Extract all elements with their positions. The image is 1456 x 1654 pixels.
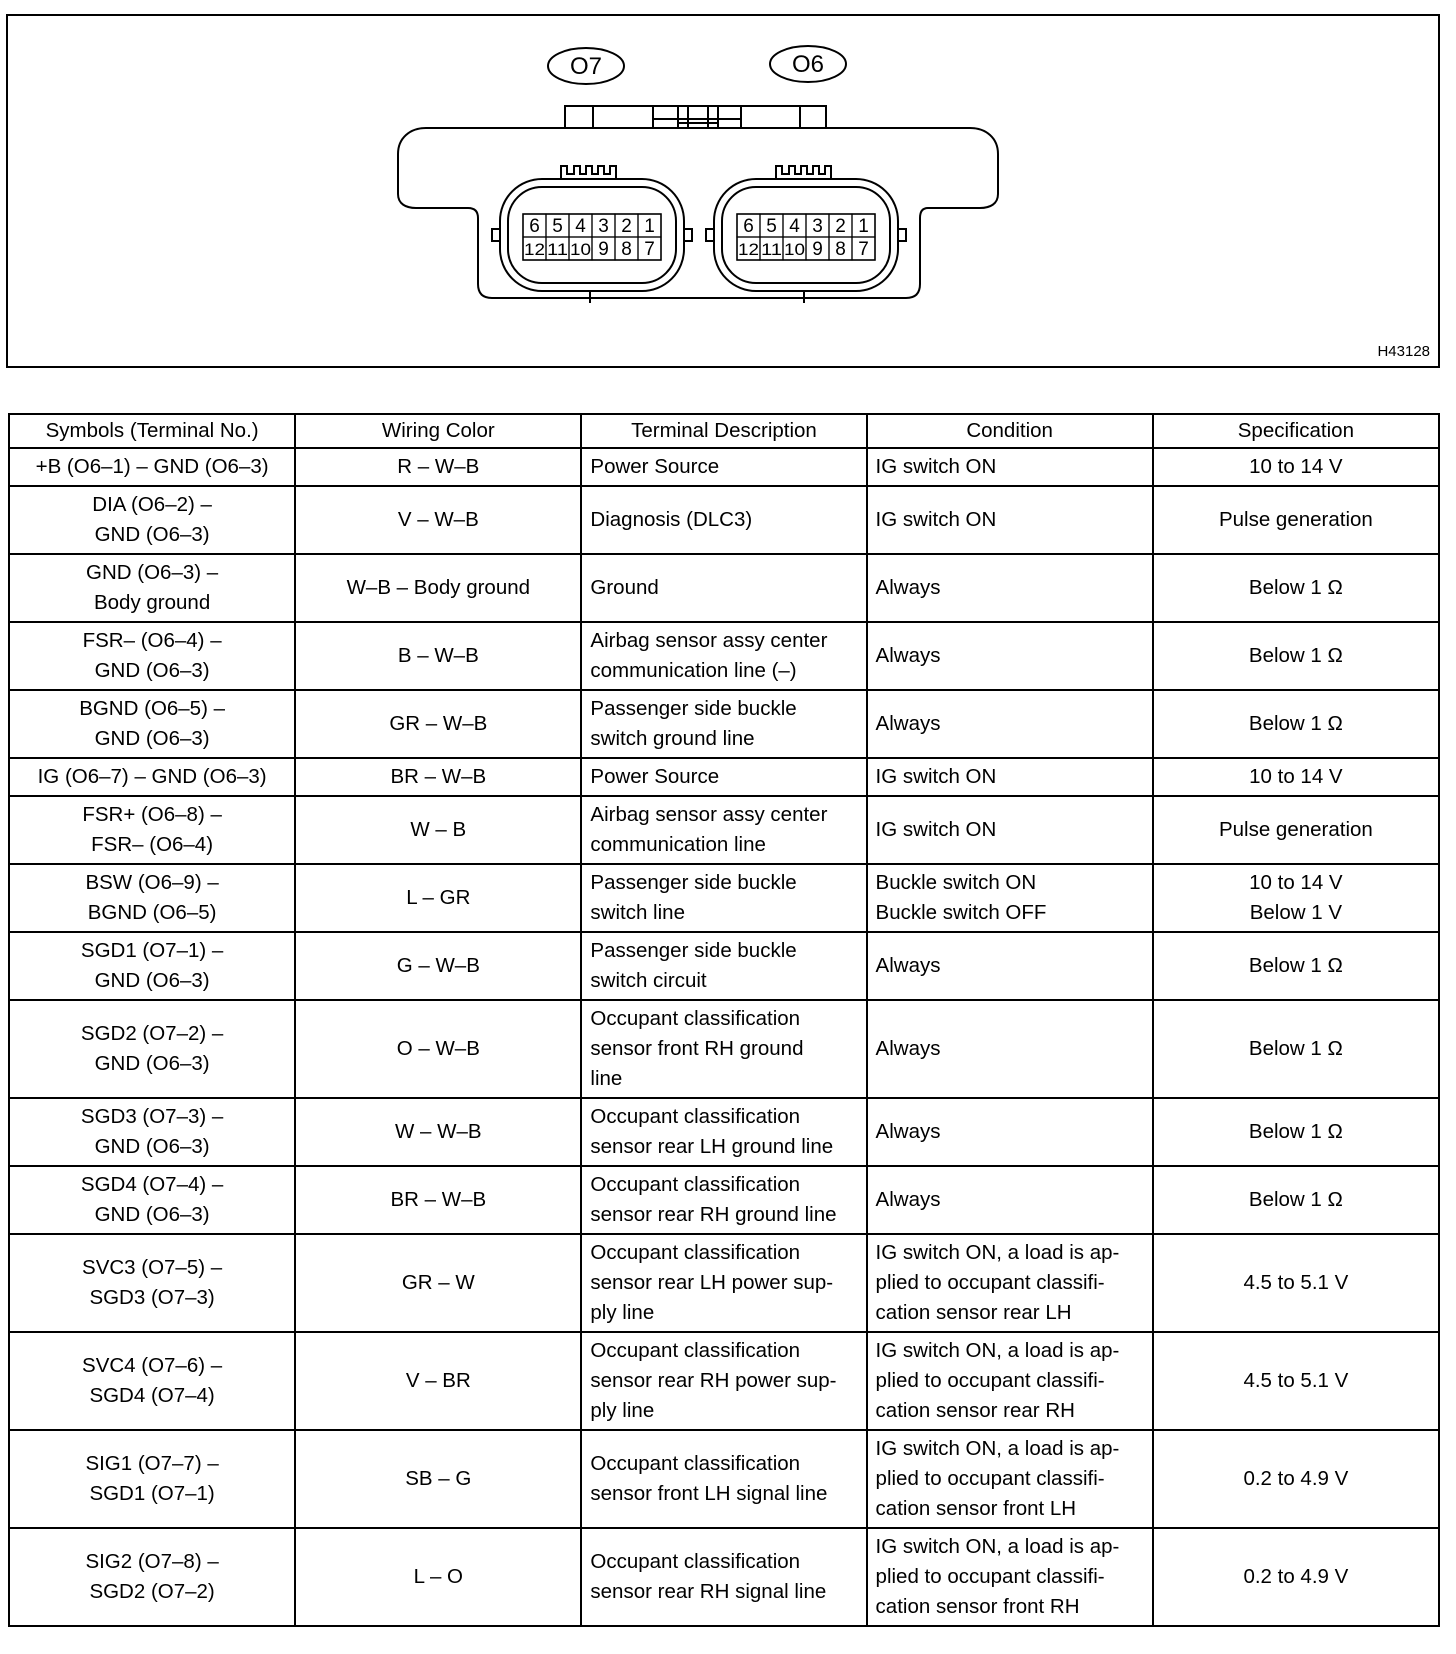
specification-cell [1153,1098,1439,1166]
header-terminal-description: Terminal Description [581,414,866,448]
specification-cell [1153,864,1439,932]
symbol-cell [9,1430,295,1528]
cell-line: switch line [590,901,685,924]
terminal-description-cell [581,1234,866,1332]
table-row [9,1528,1439,1626]
cell-line: Always [875,1037,941,1060]
cell-line: plied to occupant classifi- [875,1565,1105,1588]
condition-cell [867,622,1153,690]
symbol-cell [9,1332,295,1430]
cell-line: Passenger side buckle [590,697,797,720]
specification-cell [1153,486,1439,554]
pin-number: 5 [552,216,563,237]
cell-line: 0.2 to 4.9 V [1243,1565,1349,1588]
cell-line: FSR– (O6–4) – [82,629,222,652]
table-row [9,1332,1439,1430]
terminal-description-cell [581,864,866,932]
wiring-color-cell: L – GR [295,864,581,932]
symbol-cell [9,486,295,554]
cell-line: SGD3 (O7–3) [89,1286,215,1309]
symbol-cell [9,1234,295,1332]
cell-line: GND (O6–3) [94,1203,210,1226]
cell-line: Always [875,1188,941,1211]
condition-cell [867,1430,1153,1528]
cell-line: switch ground line [590,727,755,750]
cell-line: sensor front RH ground [590,1037,804,1060]
cell-line: plied to occupant classifi- [875,1369,1105,1392]
symbol-cell [9,622,295,690]
terminal-description-cell [581,554,866,622]
specification-cell [1153,932,1439,1000]
table-row [9,486,1439,554]
table-row [9,1234,1439,1332]
cell-line: sensor rear LH power sup- [590,1271,834,1294]
terminal-description-cell [581,622,866,690]
specification-cell [1153,622,1439,690]
terminal-description-cell [581,1166,866,1234]
specification-cell [1153,758,1439,796]
terminal-description-cell [581,690,866,758]
table-row [9,864,1439,932]
cell-line: Always [875,954,941,977]
cell-line: IG (O6–7) – GND (O6–3) [37,765,267,788]
condition-cell [867,1098,1153,1166]
wiring-color-cell: O – W–B [295,1000,581,1098]
table-row [9,758,1439,796]
cell-line: 0.2 to 4.9 V [1243,1467,1349,1490]
cell-line: SVC4 (O7–6) – [82,1354,223,1377]
cell-line: sensor rear RH power sup- [590,1369,837,1392]
cell-line: SGD2 (O7–2) [89,1580,215,1603]
terminal-description-cell [581,1000,866,1098]
condition-cell [867,1234,1153,1332]
cell-line: FSR– (O6–4) [91,833,214,856]
terminal-description-cell [581,932,866,1000]
cell-line: Passenger side buckle [590,939,797,962]
wiring-color-cell: GR – W [295,1234,581,1332]
condition-cell [867,554,1153,622]
pin-number: 8 [835,239,846,260]
cell-line: line [590,1067,623,1090]
cell-line: Occupant classification [590,1105,801,1128]
pin-number: 6 [529,216,540,237]
cell-line: +B (O6–1) – GND (O6–3) [35,455,269,478]
table-header-row [9,414,1439,448]
specification-cell [1153,1528,1439,1626]
condition-cell [867,1000,1153,1098]
cell-line: Always [875,1120,941,1143]
cell-line: communication line (–) [590,659,797,682]
cell-line: communication line [590,833,766,856]
cell-line: GND (O6–3) [94,969,210,992]
cell-line: SIG1 (O7–7) – [85,1452,219,1475]
specification-cell [1153,1000,1439,1098]
condition-cell [867,1528,1153,1626]
specification-cell [1153,690,1439,758]
cell-line: SGD1 (O7–1) [89,1482,215,1505]
wiring-color-cell: W – W–B [295,1098,581,1166]
pin-number: 12 [524,240,545,259]
cell-line: IG switch ON [875,818,997,841]
symbol-cell [9,1166,295,1234]
cell-line: IG switch ON [875,508,997,531]
condition-cell [867,448,1153,486]
cell-line: sensor front LH signal line [590,1482,828,1505]
wiring-color-cell: BR – W–B [295,758,581,796]
cell-line: Below 1 Ω [1248,1120,1343,1143]
pin-number: 10 [570,240,591,259]
header-specification: Specification [1153,414,1439,448]
cell-line: Body ground [93,591,211,614]
table-row [9,622,1439,690]
wiring-color-cell: G – W–B [295,932,581,1000]
symbol-cell [9,1000,295,1098]
cell-line: IG switch ON, a load is ap- [875,1241,1120,1264]
pin-number: 3 [812,216,823,237]
header-condition: Condition [867,414,1153,448]
cell-line: 4.5 to 5.1 V [1243,1271,1349,1294]
pin-number: 11 [761,240,782,259]
cell-line: plied to occupant classifi- [875,1467,1105,1490]
specification-cell [1153,448,1439,486]
cell-line: GND (O6–3) [94,1052,210,1075]
wiring-color-cell: W–B – Body ground [295,554,581,622]
cell-line: ply line [590,1399,655,1422]
cell-line: BSW (O6–9) – [85,871,219,894]
cell-line: SGD1 (O7–1) – [80,939,224,962]
cell-line: Buckle switch OFF [875,901,1047,924]
header-wiring-color: Wiring Color [295,414,581,448]
pin-number: 6 [743,216,754,237]
wiring-color-cell: BR – W–B [295,1166,581,1234]
cell-line: SGD3 (O7–3) – [80,1105,224,1128]
cell-line: 10 to 14 V [1249,765,1343,788]
cell-line: Occupant classification [590,1550,801,1573]
cell-line: cation sensor rear LH [875,1301,1072,1324]
connector-label-o6: O6 [791,51,825,78]
cell-line: Always [875,576,941,599]
specification-cell [1153,796,1439,864]
pin-number: 4 [789,216,800,237]
cell-line: 10 to 14 V [1249,871,1343,894]
cell-line: GND (O6–3) [94,659,210,682]
specification-cell [1153,1332,1439,1430]
cell-line: sensor rear RH signal line [590,1580,827,1603]
cell-line: Pulse generation [1218,818,1373,841]
cell-line: SIG2 (O7–8) – [85,1550,219,1573]
pin-number: 2 [835,216,846,237]
cell-line: Below 1 Ω [1248,1188,1343,1211]
condition-cell [867,690,1153,758]
table-row [9,448,1439,486]
cell-line: Diagnosis (DLC3) [590,508,753,531]
cell-line: Buckle switch ON [875,871,1037,894]
condition-cell [867,1332,1153,1430]
terminal-description-cell [581,448,866,486]
pin-number: 8 [621,239,632,260]
pin-number: 9 [598,239,609,260]
wiring-color-cell: R – W–B [295,448,581,486]
pin-number: 5 [766,216,777,237]
pin-number: 7 [858,239,869,260]
cell-line: cation sensor front RH [875,1595,1080,1618]
cell-line: SGD4 (O7–4) [89,1384,215,1407]
pin-number: 7 [644,239,655,260]
pin-number: 12 [738,240,759,259]
cell-line: Below 1 V [1249,901,1343,924]
condition-cell [867,796,1153,864]
condition-cell [867,864,1153,932]
cell-line: Ground [590,576,659,599]
wiring-color-cell: GR – W–B [295,690,581,758]
symbol-cell [9,554,295,622]
cell-line: Power Source [590,455,720,478]
cell-line: sensor rear RH ground line [590,1203,837,1226]
table-row [9,554,1439,622]
cell-line: cation sensor rear RH [875,1399,1075,1422]
cell-line: DIA (O6–2) – [92,493,212,516]
symbol-cell [9,864,295,932]
terminal-description-cell [581,758,866,796]
cell-line: BGND (O6–5) – [79,697,226,720]
table-row [9,932,1439,1000]
pin-number: 4 [575,216,586,237]
cell-line: Occupant classification [590,1339,801,1362]
cell-line: BGND (O6–5) [87,901,217,924]
cell-line: SGD4 (O7–4) – [80,1173,224,1196]
cell-line: sensor rear LH ground line [590,1135,834,1158]
symbol-cell [9,758,295,796]
cell-line: GND (O6–3) [94,1135,210,1158]
symbol-cell [9,796,295,864]
wiring-color-cell: L – O [295,1528,581,1626]
terminal-description-cell [581,1098,866,1166]
terminal-description-cell [581,1430,866,1528]
pin-number: 3 [598,216,609,237]
condition-cell [867,1166,1153,1234]
cell-line: Airbag sensor assy center [590,629,828,652]
cell-line: cation sensor front LH [875,1497,1077,1520]
terminal-description-cell [581,1528,866,1626]
cell-line: plied to occupant classifi- [875,1271,1105,1294]
cell-line: IG switch ON, a load is ap- [875,1339,1120,1362]
table-body [9,448,1439,1626]
wiring-color-cell: W – B [295,796,581,864]
symbol-cell [9,932,295,1000]
cell-line: IG switch ON, a load is ap- [875,1437,1120,1460]
table-row [9,1000,1439,1098]
specification-cell [1153,1234,1439,1332]
cell-line: Always [875,644,941,667]
symbol-cell [9,448,295,486]
table-row [9,1430,1439,1528]
wiring-color-cell: B – W–B [295,622,581,690]
cell-line: Occupant classification [590,1173,801,1196]
terminal-description-cell [581,486,866,554]
cell-line: Passenger side buckle [590,871,797,894]
condition-cell [867,932,1153,1000]
cell-line: FSR+ (O6–8) – [82,803,222,826]
cell-line: Below 1 Ω [1248,576,1343,599]
cell-line: ply line [590,1301,655,1324]
cell-line: SGD2 (O7–2) – [80,1022,224,1045]
cell-line: Occupant classification [590,1007,801,1030]
table-row [9,690,1439,758]
specification-cell [1153,554,1439,622]
cell-line: Occupant classification [590,1452,801,1475]
cell-line: SVC3 (O7–5) – [82,1256,223,1279]
cell-line: 4.5 to 5.1 V [1243,1369,1349,1392]
specification-cell [1153,1430,1439,1528]
wiring-color-cell: SB – G [295,1430,581,1528]
pin-number: 1 [644,216,655,237]
pin-number: 10 [784,240,805,259]
cell-line: Below 1 Ω [1248,1037,1343,1060]
table-row [9,1098,1439,1166]
cell-line: switch circuit [590,969,707,992]
pin-number: 2 [621,216,632,237]
cell-line: IG switch ON [875,765,997,788]
symbol-cell [9,1528,295,1626]
cell-line: IG switch ON [875,455,997,478]
condition-cell [867,758,1153,796]
cell-line: Below 1 Ω [1248,644,1343,667]
cell-line: GND (O6–3) [94,727,210,750]
cell-line: 10 to 14 V [1249,455,1343,478]
terminal-description-cell [581,1332,866,1430]
cell-line: Occupant classification [590,1241,801,1264]
cell-line: GND (O6–3) [94,523,210,546]
cell-line: Airbag sensor assy center [590,803,828,826]
pin-number: 1 [858,216,869,237]
cell-line: Below 1 Ω [1248,712,1343,735]
cell-line: GND (O6–3) – [86,561,219,584]
top-strip [565,106,826,128]
connector-drawing [8,16,1438,366]
symbol-cell [9,1098,295,1166]
figure-code: H43128 [1377,343,1430,360]
terminal-description-cell [581,796,866,864]
wiring-color-cell: V – BR [295,1332,581,1430]
cell-line: Power Source [590,765,720,788]
pin-number: 11 [547,240,568,259]
table-row [9,796,1439,864]
wiring-color-cell: V – W–B [295,486,581,554]
cell-line: IG switch ON, a load is ap- [875,1535,1120,1558]
condition-cell [867,486,1153,554]
table-row [9,1166,1439,1234]
specification-cell [1153,1166,1439,1234]
cell-line: Always [875,712,941,735]
cell-line: Below 1 Ω [1248,954,1343,977]
connector-housing [398,128,998,298]
header-symbols: Symbols (Terminal No.) [9,414,295,448]
connector-label-o7: O7 [569,53,603,80]
terminal-spec-table [8,413,1440,1627]
connector-diagram [6,14,1440,368]
symbol-cell [9,690,295,758]
pin-number: 9 [812,239,823,260]
cell-line: Pulse generation [1218,508,1373,531]
